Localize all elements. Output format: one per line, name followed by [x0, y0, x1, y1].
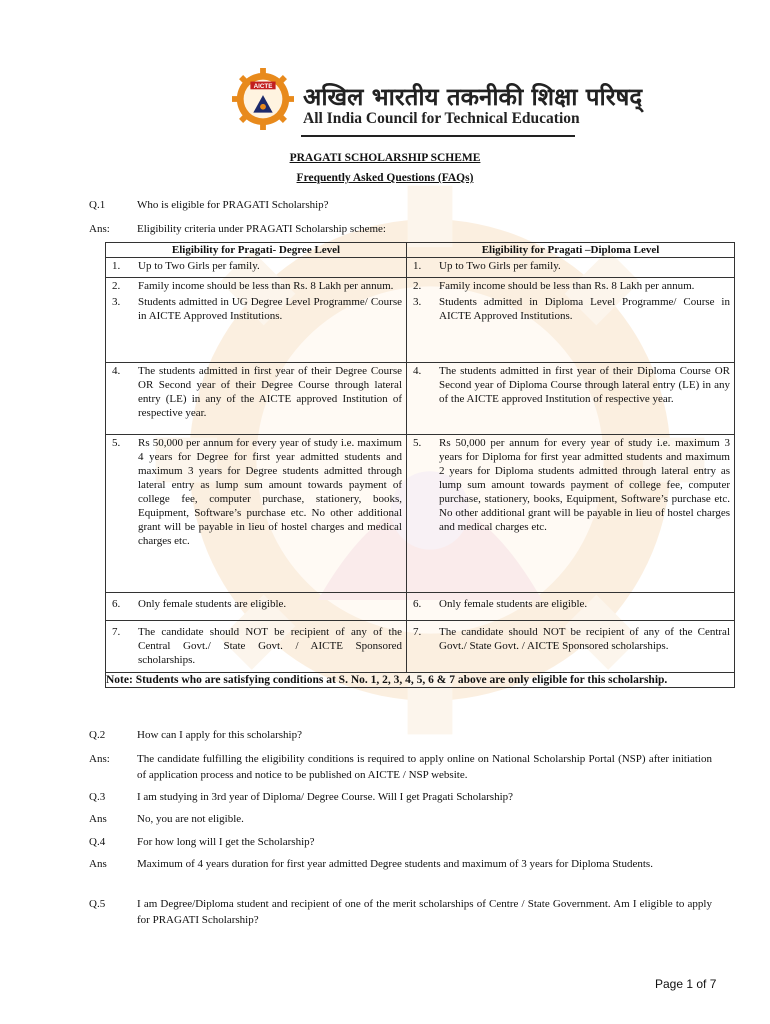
item-number: 5.: [112, 437, 121, 449]
diploma-cell-1: [407, 258, 735, 278]
item-number: 6.: [413, 598, 422, 610]
item-number: 4.: [112, 365, 121, 377]
diploma-cell-7: [407, 621, 735, 673]
faq-text: I am Degree/Diploma student and recipient of one of the merit scholarships of Centre / State Government. Am I eligible to apply for PRAGATI Scholarship?: [137, 898, 712, 926]
faq-label: Ans: [89, 813, 107, 825]
page-number: Page 1 of 7: [655, 977, 717, 991]
item-text: Rs 50,000 per annum for every year of study i.e. maximum 3 years for Diploma for first year admitted students and maximum 2 years for Diploma students admitted through lateral entry as lump sum amount towards payment of college fee, computer purchase, stationery, books, Equipment, Software’s purchase etc. No other additional grant will be payable in lieu of hostel charges and medical charges etc.: [439, 437, 730, 533]
degree-cell-2-3: [106, 278, 407, 363]
q1-question: Who is eligible for PRAGATI Scholarship?: [137, 199, 329, 211]
q1-ans-label: Ans:: [89, 223, 110, 235]
diploma-cell-5: [407, 435, 735, 593]
diploma-header: Eligibility for Pragati –Diploma Level: [407, 243, 735, 258]
diploma-cell-6: [407, 593, 735, 621]
header-rule: [301, 135, 575, 137]
q1-answer: Eligibility criteria under PRAGATI Scholarship scheme:: [137, 223, 386, 235]
faq-q3: [89, 790, 714, 806]
item-number: 1.: [413, 260, 422, 272]
faq-a2: [89, 752, 714, 784]
header-hindi-name: अखिल भारतीय तकनीकी शिक्षा परिषद्: [303, 83, 643, 111]
item-number: 6.: [112, 598, 121, 610]
logo-text: AICTE: [253, 82, 273, 90]
faq-q5: [89, 897, 714, 929]
faq-a4: [89, 857, 714, 889]
item-text: Family income should be less than Rs. 8 Lakh per annum.: [439, 280, 695, 292]
item-text: The students admitted in first year of their Degree Course OR Second year of their Degree Course through lateral entry (LE) in any of the AICTE approved Institution of respective year.: [138, 365, 402, 419]
faq-label: Ans: [89, 858, 107, 870]
degree-cell-5: [106, 435, 407, 593]
faq-text: How can I apply for this scholarship?: [137, 729, 302, 741]
faq-text: Maximum of 4 years duration for first year admitted Degree students and maximum of 3 years for Diploma Students.: [137, 858, 653, 870]
faq-label: Q.5: [89, 898, 106, 910]
item-text: The students admitted in first year of their Diploma Course OR Second year of Diploma Course through lateral entry (LE) in any of the AICTE approved Institution of respective year.: [439, 365, 730, 405]
faq-label: Q.2: [89, 729, 106, 741]
item-text: Up to Two Girls per family.: [439, 260, 561, 272]
faq-q4: [89, 835, 714, 851]
scheme-title: PRAGATI SCHOLARSHIP SCHEME: [289, 152, 481, 164]
item-number: 7.: [413, 626, 422, 638]
item-text: Students admitted in UG Degree Level Programme/ Course in AICTE Approved Institutions.: [138, 296, 402, 322]
diploma-cell-2-3: [407, 278, 735, 363]
faq-label: Q.4: [89, 836, 106, 848]
degree-cell-4: [106, 363, 407, 435]
faq-a3: [89, 812, 714, 828]
item-number: 3.: [112, 296, 121, 308]
faq-text: I am studying in 3rd year of Diploma/ Degree Course. Will I get Pragati Scholarship?: [137, 791, 514, 803]
aicte-logo: [232, 68, 294, 130]
item-text: Family income should be less than Rs. 8 Lakh per annum.: [138, 280, 394, 292]
item-text: Only female students are eligible.: [439, 598, 588, 610]
faq-text: The candidate fulfilling the eligibility conditions is required to apply online on National Scholarship Portal (NSP) after initiation of application process and notice to be published on AICTE / NSP website.: [137, 753, 712, 781]
faq-q2: [89, 728, 714, 744]
faq-title: Frequently Asked Questions (FAQs): [296, 172, 474, 184]
item-number: 2.: [112, 280, 121, 292]
faq-text: No, you are not eligible.: [137, 813, 244, 825]
item-text: The candidate should NOT be recipient of any of the Central Govt./ State Govt. / AICTE Sponsored scholarships.: [138, 626, 402, 666]
degree-header: Eligibility for Pragati- Degree Level: [106, 243, 407, 258]
item-text: The candidate should NOT be recipient of any of the Central Govt./ State Govt. / AICTE Sponsored scholarships.: [439, 626, 730, 652]
item-text: Rs 50,000 per annum for every year of study i.e. maximum 4 years for Degree for first year admitted students and maximum 3 years for Degree students admitted through lateral entry as lump sum amount towards payment of college fee, computer purchase, stationery, books, Equipment, Software’s purchase etc. No other additional grant will be payable in lieu of hostel charges and medical charges etc.: [138, 437, 402, 547]
item-number: 1.: [112, 260, 121, 272]
header-english-name: All India Council for Technical Education: [303, 110, 580, 127]
item-number: 5.: [413, 437, 422, 449]
degree-cell-6: [106, 593, 407, 621]
item-number: 3.: [413, 296, 422, 308]
degree-cell-7: [106, 621, 407, 673]
diploma-cell-4: [407, 363, 735, 435]
faq-text: For how long will I get the Scholarship?: [137, 836, 315, 848]
degree-cell-1: [106, 258, 407, 278]
item-text: Students admitted in Diploma Level Programme/ Course in AICTE Approved Institutions.: [439, 296, 730, 322]
faq-label: Ans:: [89, 753, 110, 765]
eligibility-note: Note: Students who are satisfying conditions at S. No. 1, 2, 3, 4, 5, 6 & 7 above are only eligible for this scholarship.: [106, 673, 735, 688]
faq-label: Q.3: [89, 791, 106, 803]
item-text: Up to Two Girls per family.: [138, 260, 260, 272]
q1-label: Q.1: [89, 199, 106, 211]
item-number: 2.: [413, 280, 422, 292]
item-number: 4.: [413, 365, 422, 377]
item-text: Only female students are eligible.: [138, 598, 287, 610]
eligibility-table: [105, 242, 735, 688]
item-number: 7.: [112, 626, 121, 638]
